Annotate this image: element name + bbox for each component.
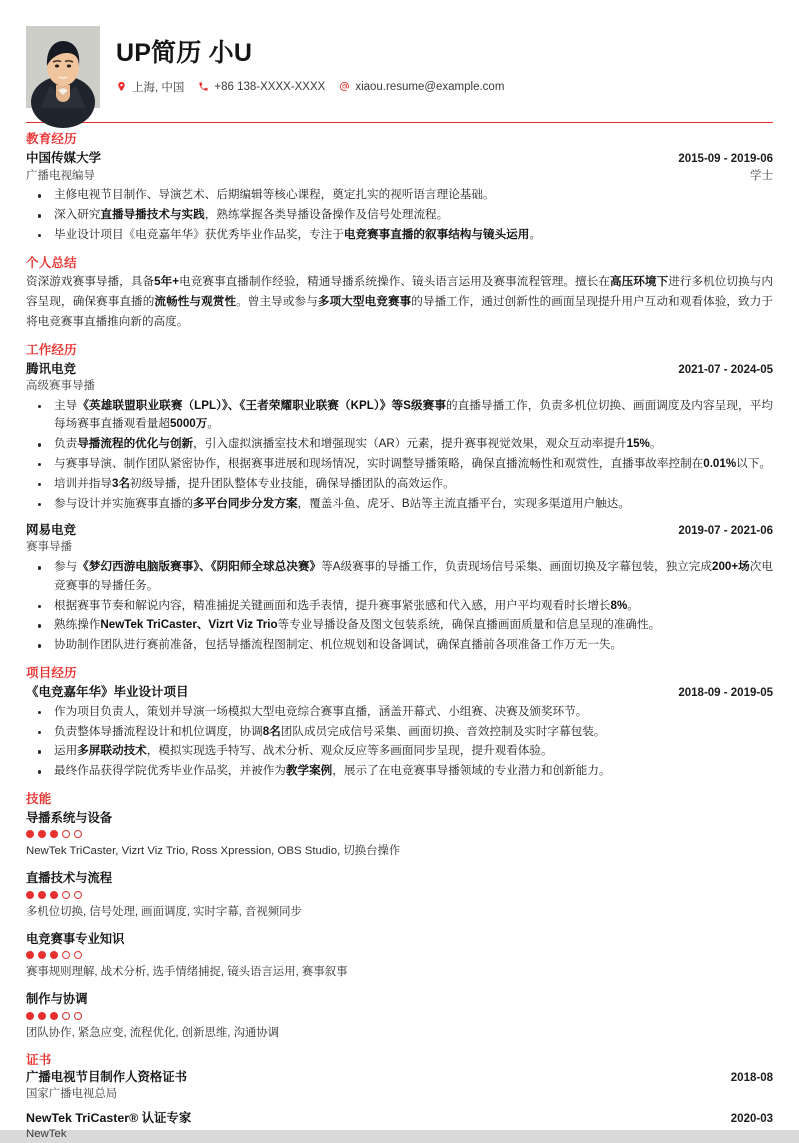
entry-subheader: [26, 539, 773, 556]
entry-header: [26, 521, 773, 539]
certificate-date: 2020-03: [730, 1112, 773, 1125]
skill-level-dot: [50, 891, 58, 899]
section-education: [26, 132, 773, 245]
section-certificates: [26, 1053, 773, 1143]
skill-level-dot: [38, 891, 46, 899]
education-entry: [26, 149, 773, 245]
skill-level-dot: [38, 830, 46, 838]
section-title-work: 工作经历: [26, 343, 77, 358]
skill-detail: 团队协作, 紧急应变, 流程优化, 创新思维, 沟通协调: [26, 1026, 280, 1039]
work-date: 2021-07 - 2024-05: [678, 363, 773, 376]
contact-phone: [198, 81, 325, 93]
certificate-item: [26, 1069, 773, 1102]
skill-level-dot: [62, 1012, 70, 1020]
skill-name: 直播技术与流程: [26, 871, 113, 886]
skill-level-dot: [50, 951, 58, 959]
certificate-item: [26, 1110, 773, 1143]
education-degree: 学士: [750, 169, 773, 182]
bullet-item: 深入研究直播导播技术与实践，熟练掌握各类导播设备操作及信号处理流程。: [26, 206, 773, 225]
skill-level-dot: [74, 891, 82, 899]
entry-header: [26, 683, 773, 701]
bullet-item: 主导《英雄联盟职业联赛（LPL）》、《王者荣耀职业联赛（KPL）》等S级赛事的直播导播工作，负责多机位切换、画面调度及内容呈现，平均每场赛事直播观看量超5000万。: [26, 397, 773, 435]
work-entry: [26, 521, 773, 655]
bullet-item: 负责导播流程的优化与创新，引入虚拟演播室技术和增强现实（AR）元素，提升赛事视觉效果，观众互动率提升15%。: [26, 435, 773, 454]
entry-subheader: [26, 167, 773, 185]
skill-level-dot: [26, 891, 34, 899]
skill-item: [26, 990, 773, 1042]
section-projects: [26, 666, 773, 781]
work-date: 2019-07 - 2021-06: [678, 525, 773, 538]
section-title-projects: 项目经历: [26, 666, 77, 681]
contact-location-text: 上海, 中国: [132, 81, 185, 94]
contact-list: [116, 79, 773, 95]
contact-phone-text: +86 138-XXXX-XXXX: [214, 80, 326, 93]
certificate-issuer: NewTek: [26, 1128, 67, 1141]
bullet-item: 参与《梦幻西游电脑版赛事》、《阴阳师全球总决赛》等A级赛事的导播工作，负责现场信号采集、画面切换及字幕包装，独立完成200+场次电竞赛事的导播任务。: [26, 558, 773, 596]
project-date: 2018-09 - 2019-05: [678, 686, 773, 699]
skill-detail: NewTek TriCaster, Vizrt Viz Trio, Ross Xpression, OBS Studio, 切换台操作: [26, 844, 401, 857]
certificate-name: NewTek TriCaster® 认证专家: [26, 1110, 192, 1125]
skill-item: [26, 809, 773, 861]
skill-level-meter: [26, 891, 773, 899]
skill-level-dot: [26, 1012, 34, 1020]
skill-level-dot: [38, 1012, 46, 1020]
skill-level-dot: [62, 951, 70, 959]
work-bullets: [26, 397, 773, 514]
location-pin-icon: [116, 81, 127, 92]
education-org: 中国传媒大学: [26, 150, 102, 165]
skill-level-dot: [74, 951, 82, 959]
certificate-name: 广播电视节目制作人资格证书: [26, 1070, 188, 1085]
work-bullets: [26, 558, 773, 655]
bullet-item: 主修电视节目制作、导演艺术、后期编辑等核心课程，奠定扎实的视听语言理论基础。: [26, 186, 773, 205]
skill-name: 导播系统与设备: [26, 810, 113, 825]
header-divider: [26, 122, 773, 123]
skill-level-dot: [74, 1012, 82, 1020]
phone-icon: [198, 81, 209, 92]
page-title: UP简历 小U: [116, 39, 253, 68]
resume-header: [26, 0, 773, 122]
contact-email-text: xiaou.resume@example.com: [355, 80, 505, 93]
bullet-item: 协助制作团队进行赛前准备，包括导播流程图制定、机位规划和设备调试，确保直播前各项准备工作万无一失。: [26, 636, 773, 655]
email-at-icon: [339, 81, 350, 92]
skill-level-dot: [26, 830, 34, 838]
section-title-skills: 技能: [26, 791, 52, 806]
skill-item: [26, 869, 773, 921]
skill-level-dot: [26, 951, 34, 959]
bullet-item: 负责整体导播流程设计和机位调度，协调8名团队成员完成信号采集、画面切换、音效控制及实时字幕包装。: [26, 723, 773, 742]
work-company: 腾讯电竞: [26, 361, 77, 376]
skill-name: 电竞赛事专业知识: [26, 931, 125, 946]
work-title: 赛事导播: [26, 541, 72, 554]
skill-level-dot: [62, 891, 70, 899]
section-title-education: 教育经历: [26, 132, 77, 146]
project-name: 《电竞嘉年华》毕业设计项目: [26, 684, 189, 699]
bullet-item: 毕业设计项目《电竞嘉年华》获优秀毕业作品奖，专注于电竞赛事直播的叙事结构与镜头运用。: [26, 226, 773, 245]
bullet-item: 根据赛事节奏和解说内容，精准捕捉关键画面和选手表情，提升赛事紧张感和代入感，用户平均观看时长增长8%。: [26, 597, 773, 616]
bullet-item: 参与设计并实施赛事直播的多平台同步分发方案，覆盖斗鱼、虎牙、B站等主流直播平台，实现多渠道用户触达。: [26, 495, 773, 514]
project-entry: [26, 683, 773, 781]
skill-level-dot: [38, 951, 46, 959]
profile-photo: [26, 26, 100, 108]
bullet-item: 与赛事导演、制作团队紧密协作，根据赛事进展和现场情况，实时调整导播策略，确保直播流畅性和观赏性，直播事故率控制在0.01%以下。: [26, 455, 773, 474]
education-date: 2015-09 - 2019-06: [678, 152, 773, 165]
identity-block: [116, 39, 773, 95]
contact-location: [116, 79, 184, 95]
entry-header: [26, 149, 773, 167]
summary-text: 资深游戏赛事导播，具备5年+电竞赛事直播制作经验，精通导播系统操作、镜头语言运用及赛事流程管理。擅长在高压环境下进行多机位切换与内容呈现，确保赛事直播的流畅性与观赏性。曾主导或参与多项大型电竞赛事的导播工作，通过创新性的画面呈现提升用户互动和观看体验，致力于将电竞赛事直播推向新的高度。: [26, 275, 773, 329]
bullet-item: 熟练操作NewTek TriCaster、Vizrt Viz Trio等专业导播设备及图文包装系统，确保直播画面质量和信息呈现的准确性。: [26, 616, 773, 635]
skill-level-dot: [62, 830, 70, 838]
skill-detail: 赛事规则理解, 战术分析, 选手情绪捕捉, 镜头语言运用, 赛事叙事: [26, 966, 348, 979]
bullet-item: 最终作品获得学院优秀毕业作品奖，并被作为教学案例，展示了在电竞赛事导播领域的专业潜力和创新能力。: [26, 762, 773, 781]
skills-list: [26, 809, 773, 1042]
bullet-item: 培训并指导3名初级导播，提升团队整体专业技能，确保导播团队的高效运作。: [26, 475, 773, 494]
work-company: 网易电竞: [26, 523, 77, 538]
skill-detail: 多机位切换, 信号处理, 画面调度, 实时字幕, 音视频同步: [26, 905, 302, 918]
certificate-header: [26, 1110, 773, 1127]
bullet-item: 作为项目负责人，策划并导演一场模拟大型电竞综合赛事直播，涵盖开幕式、小组赛、决赛及颁奖环节。: [26, 703, 773, 722]
section-work: [26, 343, 773, 655]
section-title-summary: 个人总结: [26, 255, 77, 270]
entry-subheader: [26, 378, 773, 395]
entry-header: [26, 360, 773, 378]
skill-name: 制作与协调: [26, 992, 88, 1007]
skill-level-meter: [26, 830, 773, 838]
skill-item: [26, 930, 773, 982]
skill-level-dot: [50, 1012, 58, 1020]
skill-level-meter: [26, 1012, 773, 1020]
certificate-issuer: 国家广播电视总局: [26, 1087, 118, 1100]
section-skills: [26, 792, 773, 1042]
certificate-date: 2018-08: [730, 1072, 773, 1085]
skill-level-meter: [26, 951, 773, 959]
education-major: 广播电视编导: [26, 169, 95, 182]
section-summary: [26, 256, 773, 332]
project-bullets: [26, 703, 773, 781]
bullet-item: 运用多屏联动技术，模拟实现选手特写、战术分析、观众反应等多画面同步呈现，提升观看体验。: [26, 742, 773, 761]
education-bullets: [26, 186, 773, 244]
section-title-certificates: 证书: [26, 1052, 52, 1067]
work-entry: [26, 360, 773, 513]
work-title: 高级赛事导播: [26, 379, 95, 392]
skill-level-dot: [50, 830, 58, 838]
contact-email: [339, 81, 504, 93]
certificate-header: [26, 1069, 773, 1086]
skill-level-dot: [74, 830, 82, 838]
